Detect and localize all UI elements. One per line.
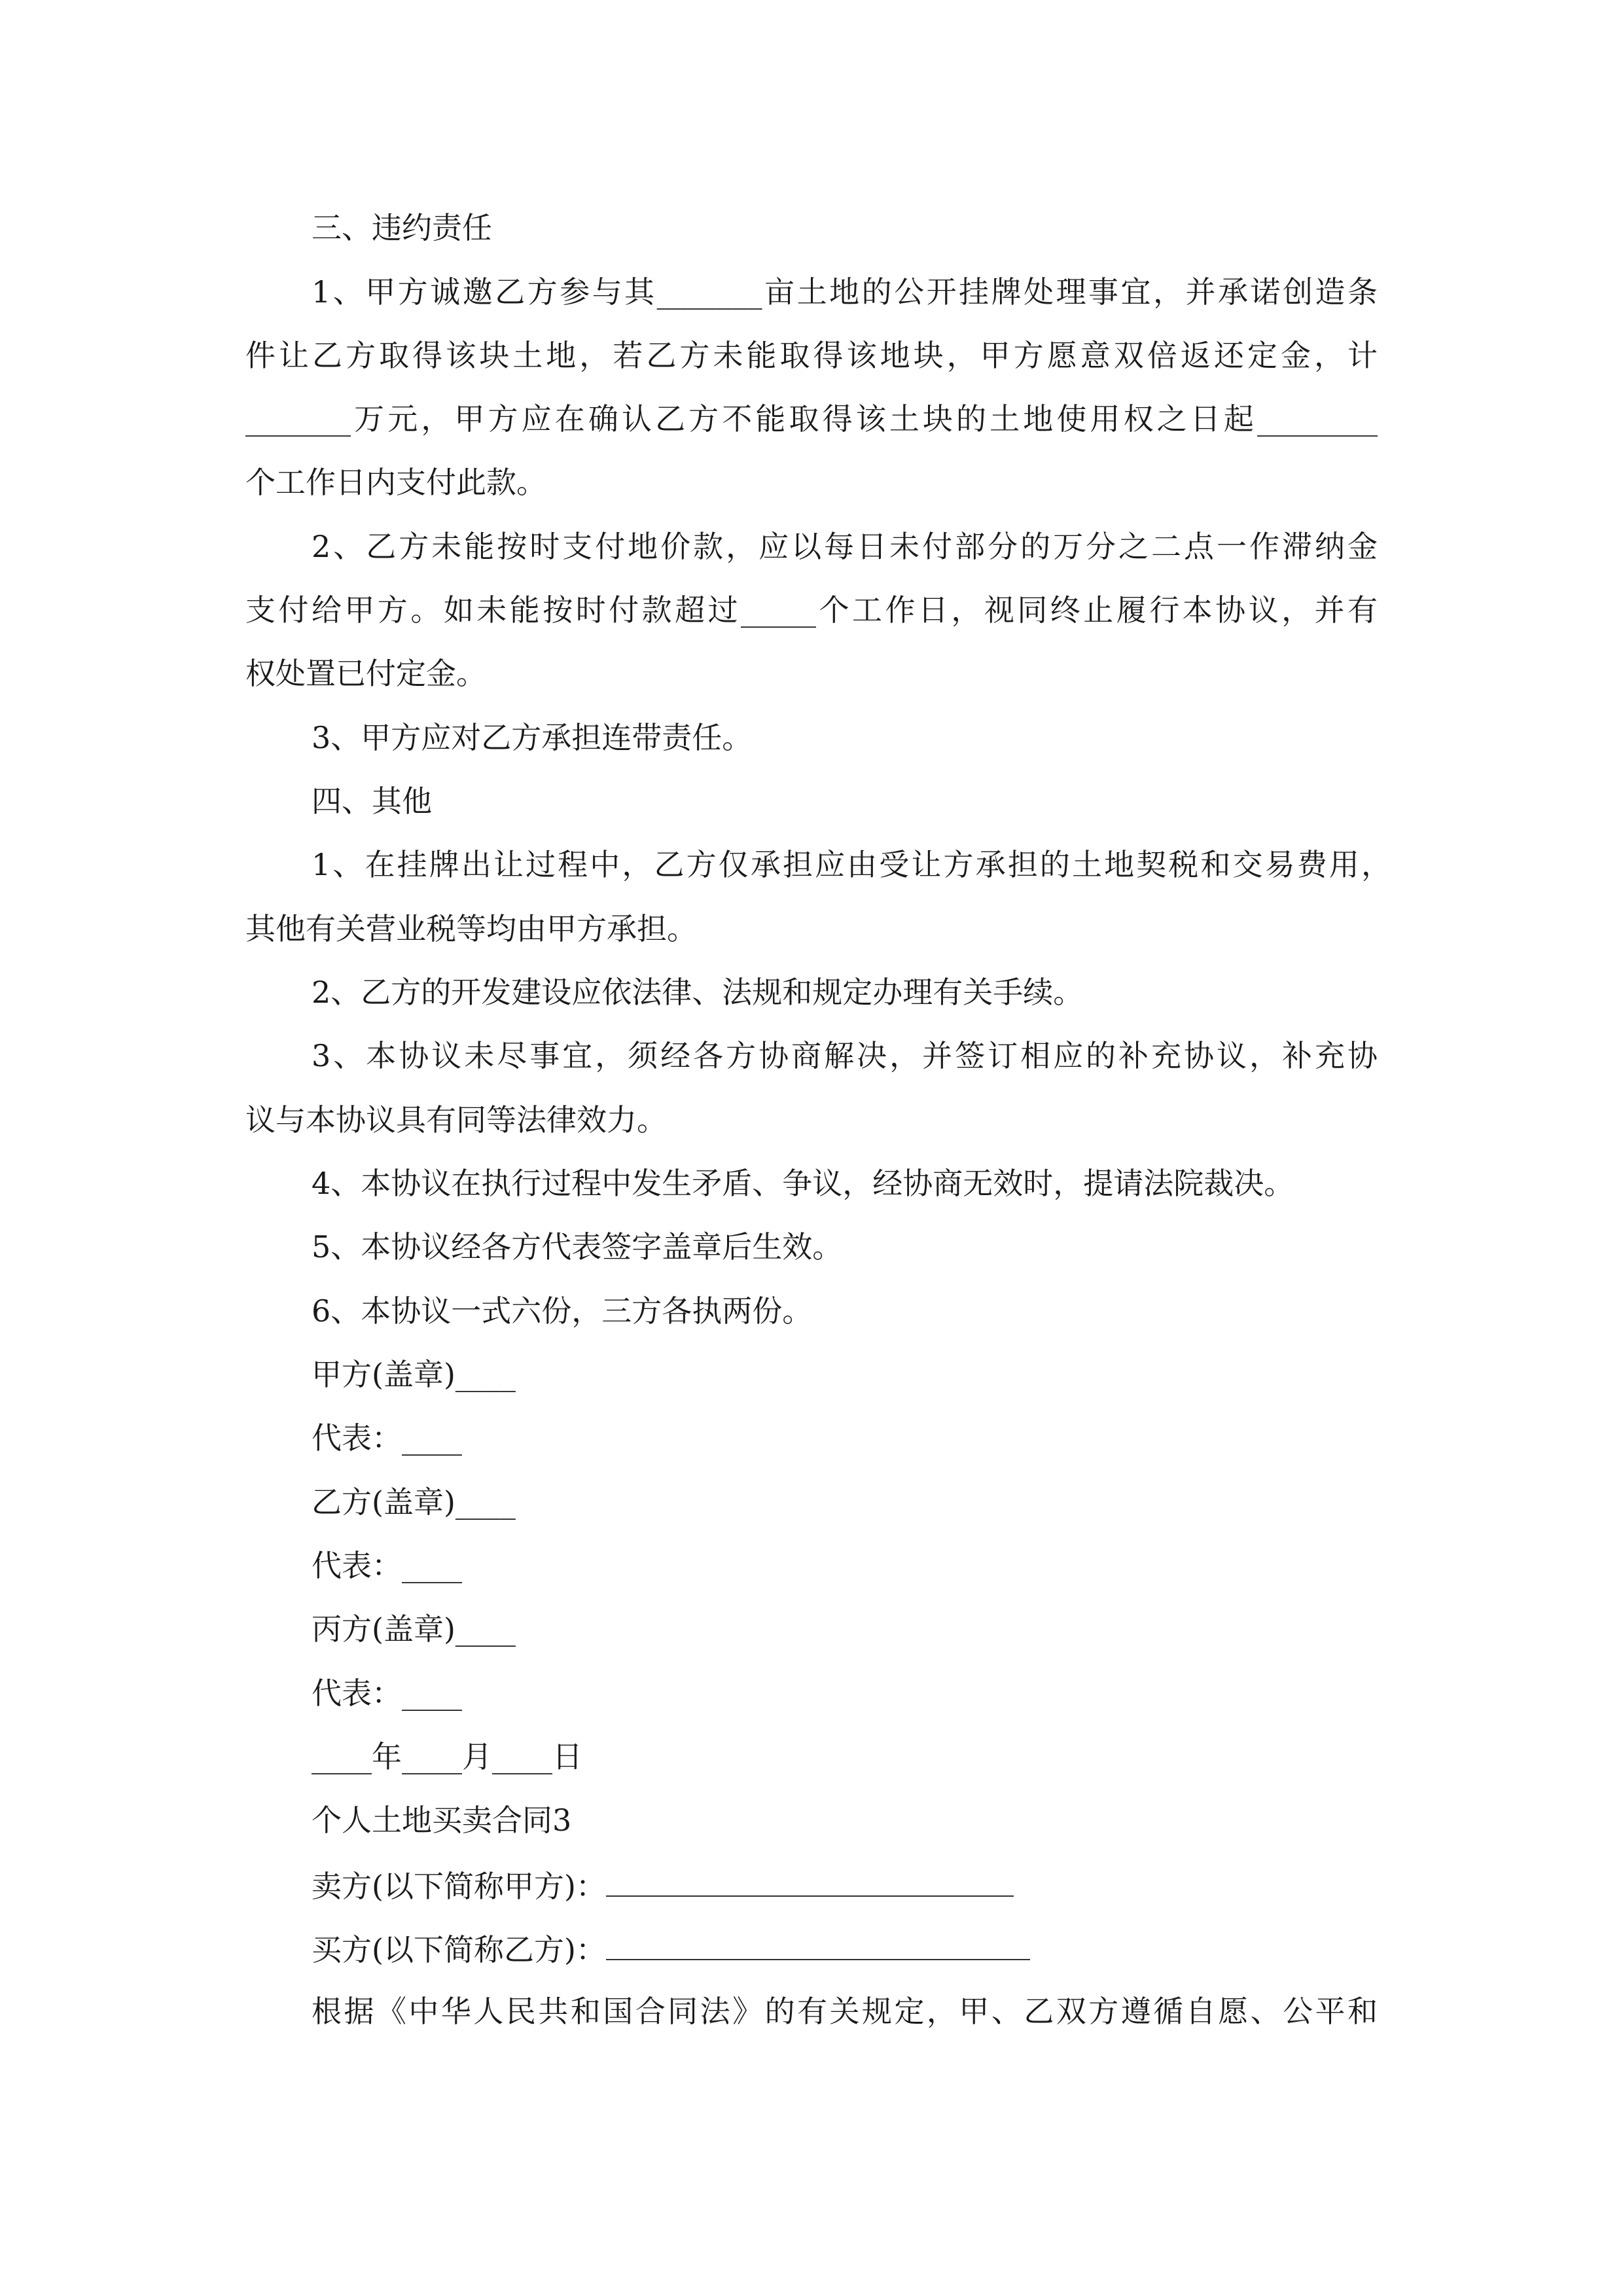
paragraph-line: 2、乙方的开发建设应依法律、法规和规定办理有关手续。 bbox=[312, 975, 1084, 1010]
buyer-blank bbox=[606, 1933, 1030, 1960]
party-a-representative: 代表：____ bbox=[312, 1420, 462, 1456]
paragraph-line: 议与本协议具有同等法律效力。 bbox=[245, 1102, 667, 1138]
party-a-seal: 甲方(盖章)____ bbox=[312, 1357, 516, 1392]
section-heading-breach: 三、违约责任 bbox=[312, 210, 492, 245]
seller-blank bbox=[606, 1869, 1014, 1897]
party-c-seal: 丙方(盖章)____ bbox=[312, 1611, 516, 1647]
paragraph-line: 件让乙方取得该块土地，若乙方未能取得该地块，甲方愿意双倍返还定金，计 bbox=[245, 338, 1378, 373]
paragraph-line: 根据《中华人民共和国合同法》的有关规定，甲、乙双方遵循自愿、公平和 bbox=[312, 1994, 1378, 2029]
paragraph-line: 支付给甲方。如未能按时付款超过_____个工作日，视同终止履行本协议，并有 bbox=[245, 592, 1378, 628]
contract-title: 个人土地买卖合同3 bbox=[312, 1803, 572, 1838]
section-heading-other: 四、其他 bbox=[312, 783, 432, 819]
paragraph-line: 1、甲方诚邀乙方参与其_______亩土地的公开挂牌处理事宜，并承诺创造条 bbox=[312, 274, 1378, 310]
paragraph-line: 6、本协议一式六份，三方各执两份。 bbox=[312, 1293, 813, 1329]
paragraph-line: 4、本协议在执行过程中发生矛盾、争议，经协商无效时，提请法院裁决。 bbox=[312, 1166, 1294, 1201]
signing-date: ____年____月____日 bbox=[312, 1739, 582, 1774]
paragraph-line: _______万元，甲方应在确认乙方不能取得该土块的土地使用权之日起________ bbox=[245, 401, 1378, 437]
seller-label: 卖方(以下简称甲方)： bbox=[312, 1869, 606, 1904]
party-c-representative: 代表：____ bbox=[312, 1676, 462, 1711]
seller-line bbox=[312, 1869, 1014, 1904]
paragraph-line: 个工作日内支付此款。 bbox=[245, 465, 546, 500]
paragraph-line: 3、本协议未尽事宜，须经各方协商解决，并签订相应的补充协议，补充协 bbox=[312, 1038, 1378, 1073]
buyer-label: 买方(以下简称乙方)： bbox=[312, 1932, 606, 1967]
paragraph-line: 2、乙方未能按时支付地价款，应以每日未付部分的万分之二点一作滞纳金 bbox=[312, 529, 1378, 564]
paragraph-line: 1、在挂牌出让过程中，乙方仅承担应由受让方承担的土地契税和交易费用， bbox=[312, 847, 1391, 882]
paragraph-line: 权处置已付定金。 bbox=[245, 656, 486, 691]
paragraph-line: 5、本协议经各方代表签字盖章后生效。 bbox=[312, 1229, 843, 1265]
buyer-line bbox=[312, 1933, 1030, 1965]
paragraph-line: 其他有关营业税等均由甲方承担。 bbox=[245, 911, 697, 946]
paragraph-line: 3、甲方应对乙方承担连带责任。 bbox=[312, 720, 753, 755]
party-b-representative: 代表：____ bbox=[312, 1548, 462, 1583]
party-b-seal: 乙方(盖章)____ bbox=[312, 1484, 516, 1520]
